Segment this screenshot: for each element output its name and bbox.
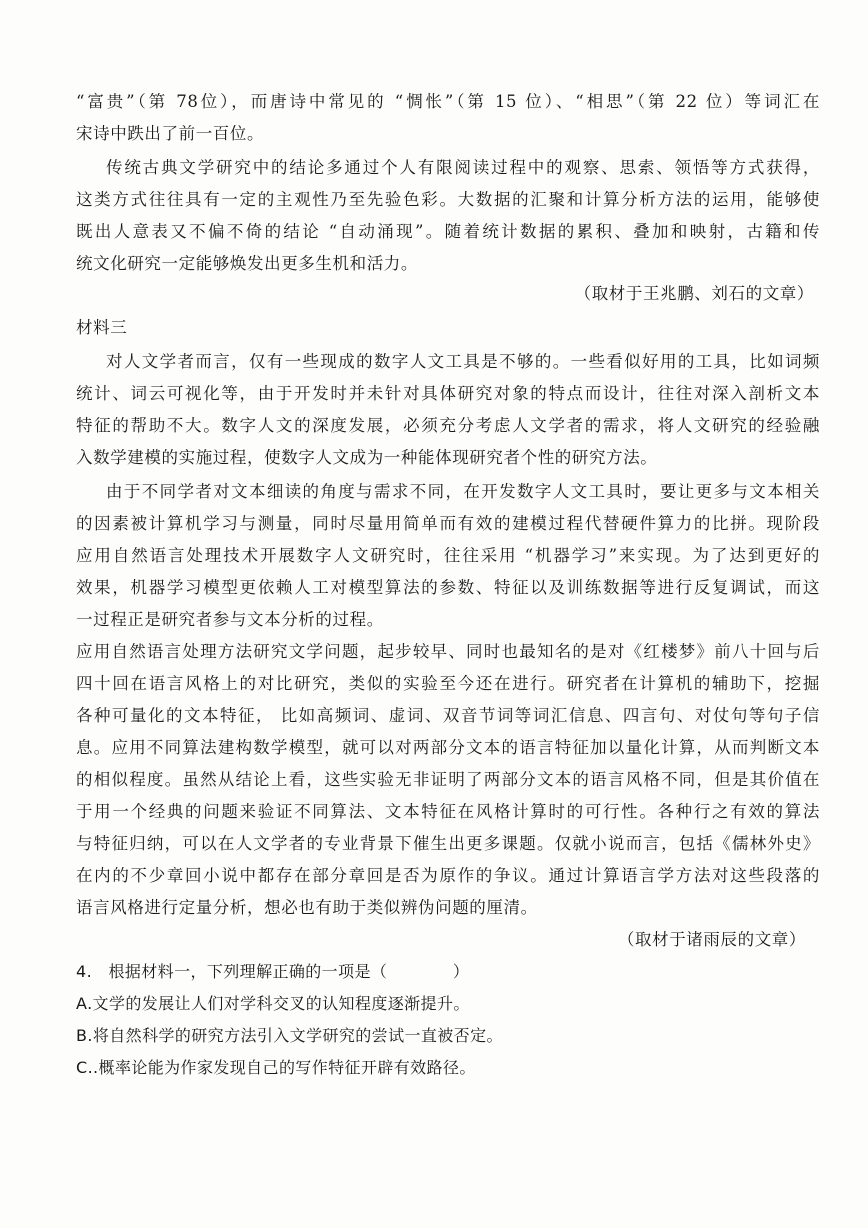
body-line: 入数学建模的实施过程，使数字人文成为一种能体现研究者个性的研究方法。 bbox=[76, 448, 658, 467]
body-line: 传统古典文学研究中的结论多通过个人有限阅读过程中的观察、思索、领悟等方式获得， bbox=[106, 158, 820, 177]
source-citation: （取材于诸雨辰的文章） bbox=[617, 930, 806, 949]
body-line: 应用自然语言处理方法研究文学问题，起步较早、同时也最知名的是对《红楼梦》前八十回与后 bbox=[76, 642, 820, 661]
body-line: 统计、词云可视化等，由于开发时并未针对具体研究对象的特点而设计，往往对深入剖析文本 bbox=[76, 384, 820, 403]
body-line: 应用自然语言处理技术开展数字人文研究时，往往采用 “机器学习”来实现。为了达到更好的 bbox=[76, 546, 820, 565]
body-line: 四十回在语言风格上的对比研究，类似的实验至今还在进行。研究者在计算机的辅助下，挖掘 bbox=[76, 674, 820, 693]
body-line: 既出人意表又不偏不倚的结论 “自动涌现”。随着统计数据的累积、叠加和映射，古籍和传 bbox=[76, 222, 820, 241]
option-b[interactable]: B.将自然科学的研究方法引入文学研究的尝试一直被否定。 bbox=[76, 1026, 503, 1045]
body-line: 特征的帮助不大。数字人文的深度发展，必须充分考虑人文学者的需求，将人文研究的经验融 bbox=[76, 416, 820, 435]
body-line: 宋诗中跌出了前一百位。 bbox=[76, 124, 265, 143]
body-line: 息。应用不同算法建构数学模型，就可以对两部分文本的语言特征加以量化计算，从而判断文本 bbox=[76, 738, 820, 757]
section-heading: 材料三 bbox=[76, 318, 128, 337]
body-line: 语言风格进行定量分析，想必也有助于类似辨伪问题的厘清。 bbox=[76, 898, 538, 917]
body-line: 一过程正是研究者参与文本分析的过程。 bbox=[76, 610, 384, 629]
body-line: 对人文学者而言，仅有一些现成的数字人文工具是不够的。一些看似好用的工具，比如词频 bbox=[106, 352, 820, 371]
question-stem: 4. 根据材料一，下列理解正确的一项是（ ） bbox=[76, 962, 470, 981]
body-line: 于用一个经典的问题来验证不同算法、文本特征在风格计算时的可行性。各种行之有效的算法 bbox=[76, 802, 820, 821]
body-line: 统文化研究一定能够焕发出更多生机和活力。 bbox=[76, 254, 418, 273]
body-line: 这类方式往往具有一定的主观性乃至先验色彩。大数据的汇聚和计算分析方法的运用，能够使 bbox=[76, 190, 820, 209]
body-line: 效果，机器学习模型更依赖人工对模型算法的参数、特征以及训练数据等进行反复调试，而这 bbox=[76, 578, 820, 597]
body-line: 的相似程度。虽然从结论上看，这些实验无非证明了两部分文本的语言风格不同，但是其价值在 bbox=[76, 770, 820, 789]
body-line: 与特征归纳，可以在人文学者的专业背景下催生出更多课题。仅就小说而言，包括《儒林外史》 bbox=[76, 834, 820, 853]
body-line: 各种可量化的文本特征， 比如高频词、虚词、双音节词等词汇信息、四言句、对仗句等句子信 bbox=[76, 706, 820, 725]
body-line: “富贵”（第 78位），而唐诗中常见的 “惆怅”（第 15 位）、“相思”（第 22 位）等词汇在 bbox=[76, 92, 820, 111]
body-line: 的因素被计算机学习与测量，同时尽量用简单而有效的建模过程代替硬件算力的比拼。现阶段 bbox=[76, 514, 820, 533]
source-citation: （取材于王兆鹏、刘石的文章） bbox=[574, 284, 814, 303]
option-a[interactable]: A.文学的发展让人们对学科交叉的认知程度逐渐提升。 bbox=[76, 994, 470, 1013]
body-line: 由于不同学者对文本细读的角度与需求不同，在开发数字人文工具时，要让更多与文本相关 bbox=[106, 482, 820, 501]
option-c[interactable]: C..概率论能为作家发现自己的写作特征开辟有效路径。 bbox=[76, 1058, 476, 1077]
body-line: 在内的不少章回小说中都存在部分章回是否为原作的争议。通过计算语言学方法对这些段落的 bbox=[76, 866, 820, 885]
